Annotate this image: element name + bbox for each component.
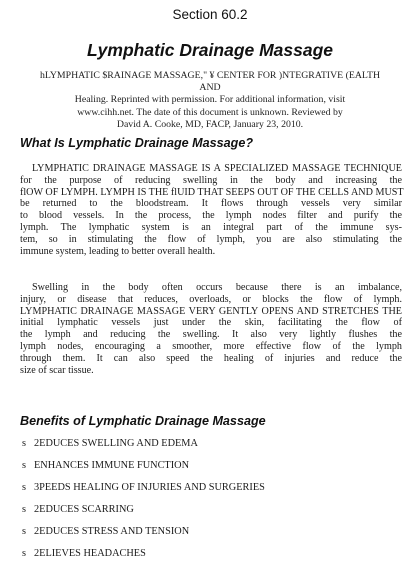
paragraph-line: Swelling in the body often occurs because there is an imbalance, — [32, 282, 402, 293]
paragraph-what-is-2 — [20, 282, 402, 376]
paragraph-line: lymph nodes, encouraging a smoother, more effective flow of the lymph — [20, 340, 402, 352]
list-item-text: ENHANCES IMMUNE FUNCTION — [34, 460, 190, 471]
benefits-list — [22, 433, 265, 565]
paragraph-line: tem, so in stimulating the flow of lymph, you are also stimulating the — [20, 233, 402, 245]
bullet-marker: s — [22, 438, 27, 449]
list-item — [22, 455, 265, 477]
paragraph-line: to blood vessels. In the process, the lymph nodes filter and purify the — [20, 210, 402, 222]
list-item-text: 3PEEDS HEALING OF INJURIES AND SURGERIES — [34, 482, 265, 493]
list-item — [22, 521, 265, 543]
list-item — [22, 499, 265, 521]
paragraph-line: size of scar tissue. — [20, 364, 94, 376]
paragraph-line: LYMPHATIC DRAINAGE MASSAGE VERY GENTLY OPENS AND STRETCHES THE — [20, 305, 402, 317]
section-heading-benefits: Benefits of Lymphatic Drainage Massage — [20, 414, 266, 428]
citation-line: www.cihh.net. The date of this document is unknown. Reviewed by — [77, 106, 343, 118]
list-item-text: 2EDUCES SWELLING AND EDEMA — [34, 438, 198, 449]
list-item-text: 2ELIEVES HEADACHES — [34, 548, 146, 559]
paragraph-line: the lymph and reducing the swelling. It also very lightly flushes the — [20, 329, 402, 341]
citation-line: hLYMPHATIC $RAINAGE MASSAGE," ¥ CENTER FOR )NTEGRATIVE (EALTH AND — [39, 70, 381, 94]
list-item-text: 2EDUCES STRESS AND TENSION — [34, 526, 190, 537]
bullet-marker: s — [22, 482, 27, 493]
list-item — [22, 477, 265, 499]
list-item-text: 2EDUCES SCARRING — [34, 504, 134, 515]
citation-line: David A. Cooke, MD, FACP, January 23, 2010. — [116, 118, 304, 130]
paragraph-line: injury, or disease that reduces, overloads, or blocks the flow of lymph. — [20, 293, 402, 305]
paragraph-what-is-1 — [20, 163, 402, 257]
bullet-marker: s — [22, 526, 27, 537]
citation-note — [34, 70, 386, 131]
bullet-marker: s — [22, 548, 27, 559]
bullet-marker: s — [22, 460, 27, 471]
section-label: Section 60.2 — [172, 7, 248, 22]
section-heading-what-is: What Is Lymphatic Drainage Massage? — [20, 136, 254, 150]
paragraph-line: immune system, leading to better overall health. — [20, 245, 216, 257]
citation-line: Healing. Reprinted with permission. For additional information, visit — [74, 94, 346, 106]
bullet-marker: s — [22, 504, 27, 515]
paragraph-line: LYMPHATIC DRAINAGE MASSAGE IS A SPECIALIZED MASSAGE TECHNIQUE — [32, 163, 402, 174]
list-item — [22, 543, 265, 565]
paragraph-line: through them. It can also speed the healing of injuries and reduce the — [20, 352, 402, 364]
paragraph-line: lymph. The lymphatic system is an integral part of the immune sys- — [20, 221, 402, 233]
list-item — [22, 433, 265, 455]
paragraph-line: for the purpose of reducing swelling in the body and increasing the — [20, 174, 402, 186]
document-title: Lymphatic Drainage Massage — [86, 40, 334, 60]
paragraph-line: initial lymphatic vessels just under the skin, facilitating the flow of — [20, 317, 402, 329]
paragraph-line: be returned to the bloodstream. It flows through vessels very similar — [20, 198, 402, 210]
paragraph-line: flOW OF LYMPH. LYMPH IS THE flUID THAT SEEPS OUT OF THE CELLS AND MUST — [20, 186, 404, 198]
